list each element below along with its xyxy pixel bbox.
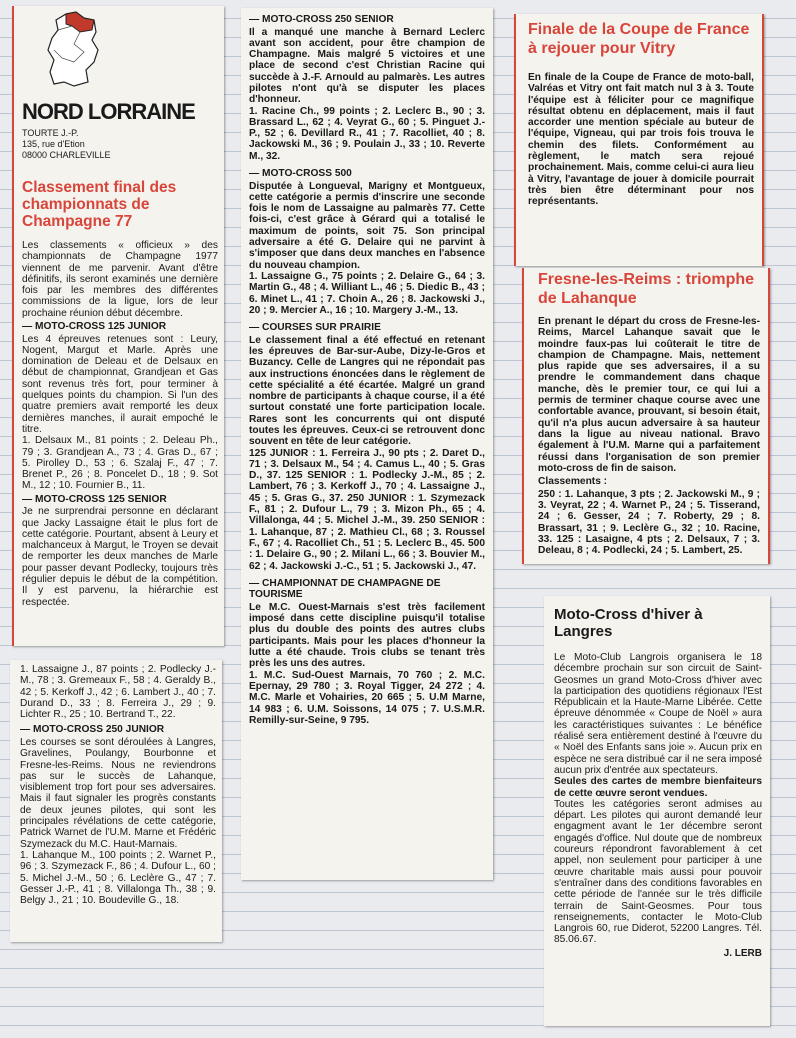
section-results: 1. Racine Ch., 99 points ; 2. Leclerc B., 90 ; 3. Brassard L., 62 ; 4. Veyrat G., 60 ; 5. Pinguet J.-P., 52 ; 6. Devillard R., 41 ; 7. Racolliet, 40 ; 8. Jackowski M., 36 ; 9. Poulain J., 33 ; 10. Reverte M., 32. bbox=[249, 105, 485, 162]
article-title: Fresne-les-Reims : triomphe de Lahanque bbox=[538, 271, 755, 307]
section-heading: Classements : bbox=[538, 476, 608, 488]
correspondent-address: 135, rue d'Etion bbox=[22, 139, 85, 149]
section-results: 1. Lahanque M., 100 points ; 2. Warnet P., 96 ; 3. Szymezack F., 86 ; 4. Dufour L., 60 ; 5. Michel J.-M., 50 ; 6. Leclère G., 47 ; 7. Gesser J.-P., 41 ; 8. Villalonga Th., 38 ; 9. Belgy J., 21 ; 10. Boudeville G., 18. bbox=[20, 849, 216, 907]
clipping-classement bbox=[12, 6, 224, 646]
section-results: 1. Lassaigne G., 75 points ; 2. Delaire G., 64 ; 3. Martin G., 48 ; 4. Williant L., 46 ; 5. Diedic B., 43 ; 6. Minet L., 41 ; 7. Choin A., 26 ; 8. Jackowski J., 20 ; 9. Mercier A., 16 ; 10. Margery J.-M., 13. bbox=[249, 270, 485, 316]
section-results: 1. Lassaigne J., 87 points ; 2. Podlecky J.-M., 78 ; 3. Gremeaux F., 58 ; 4. Geraldy B., 42 ; 5. Kerkoff J., 42 ; 6. Lambert J., 40 ; 7. Durand D., 33 ; 8. Ferreira J., 29 ; 9. Lichter R., 25 ; 10. Bertrand T., 22. bbox=[20, 664, 216, 721]
section-results: 1. M.C. Sud-Ouest Marnais, 70 760 ; 2. M.C. Epernay, 29 780 ; 3. Royal Tigger, 24 272 ; 4. M.C. Marle et Vohairies, 20 665 ; 5. U.M Marne, 14 983 ; 6. U.M. Soissons, 14 075 ; 7. U.S.M.R. Remilly-sur-Seine, 9 795. bbox=[249, 669, 485, 726]
article-title: Classement final des championnats de Champagne 77 bbox=[22, 179, 177, 230]
section-results: 1. Delsaux M., 81 points ; 2. Deleau Ph., 79 ; 3. Grandjean A., 73 ; 4. Gras D., 67 ; 5. Pirolley D., 53 ; 6. Szalaj F., 47 ; 7. Brenet P., 26 ; 8. Poncelet D., 18 ; 9. Sot M., 12 ; 10. Fournier B., 11. bbox=[22, 435, 218, 492]
section-heading: — MOTO-CROSS 125 JUNIOR bbox=[22, 321, 167, 333]
section-body: Le M.C. Ouest-Marnais s'est très facilement imposé dans cette discipline puisqu'il totalise plus du double des points des autres clubs participants. Mais pour les places d'honneur la lutte a été chaude. Trois clubs se tenant très près les uns des autres. bbox=[249, 601, 485, 670]
section-heading: — MOTO-CROSS 125 SENIOR bbox=[22, 493, 167, 505]
section-body: Je ne surprendrai personne en déclarant que Jacky Lassaigne était le plus fort de cette catégorie. Pourtant, absent à Leury et malchanceux à Margut, le Troyen se devait de remporter les deux manches de Marle pour passer devant Podlecky, toujours très régulier depuis le début de la compétition. Il y est parvenu, la hiérarchie est respectée. bbox=[22, 506, 218, 608]
clipping-coupe-de-france bbox=[514, 14, 764, 266]
region-banner: NORD LORRAINE bbox=[22, 99, 195, 124]
section-heading: — COURSES SUR PRAIRIE bbox=[249, 322, 381, 334]
section-heading: — MOTO-CROSS 250 JUNIOR bbox=[20, 724, 165, 736]
section-body: Les courses se sont déroulées à Langres, Gravelines, Poulangy, Bourbonne et Fresne-les-Reims. Nous ne reviendrons pas sur le succès de Lahanque, visiblement trop fort pour ses adversaires. Mais il faut signaler les progrès constants de deux jeunes pilotes, qui sont les principales révélations de cette catégorie, Patrick Warnet de l'U.M. Marne et Frédéric Szymezack du M.C. Haut-Marnais. bbox=[20, 736, 216, 850]
section-results: 125 JUNIOR : 1. Ferreira J., 90 pts ; 2. Daret D., 71 ; 3. Delsaux M., 54 ; 4. Camus L., 40 ; 5. Gras D., 37. 125 SENIOR : 1. Podlecky J.-M., 85 ; 2. Lambert, 76 ; 3. Kerkoff J., 70 ; 4. Lassaigne J., 45 ; 5. Gras G., 37. 250 JUNIOR : 1. Szymezack F., 81 ; 2. Dufour L., 79 ; 3. Mizon Ph., 65 ; 4. Villalonga, 44 ; 5. Michel J.-M., 39. 250 SENIOR : 1. Lahanque, 87 ; 2. Mathieu Cl., 68 ; 3. Roussel F., 67 ; 4. Racolliet Ch., 51 ; 5. Leclerc B., 45. 500 : 1. Delaire G., 90 ; 2. Milani L., 66 ; 3. Bouvier M., 62 ; 4. Jackowski J.-C., 51 ; 5. Jackowski J., 47. bbox=[249, 447, 485, 572]
section-body: Disputée à Longueval, Marigny et Montgueux, cette catégorie a permis d'inscrire une seconde fois le nom de Lassaigne au palmarès 77. Cette fois-ci, c'est grâce à Gérard qui a totalisé le maximum de points, soit 75. Son principal adversaire a été G. Delaire qui ne parvint à s'imposer que dans deux manches en l'absence du nouveau champion. bbox=[249, 180, 485, 271]
article-body: Le Moto-Club Langrois organisera le 18 décembre prochain sur son circuit de Saint-Geosmes un grand Moto-Cross d'hiver avec la participation des quotidiens régionaux l'Est Républicain et la Haute-Marne Libérée. Cette épreuve dénommée « Coupe de Noël » aura les caractéristiques suivantes : Le bénéfice réalisé sera entièrement destiné à l'œuvre du « Noël des Enfants sans joie ». Aucun prix en espèce ne sera distribué car il ne sera imposé aucun prix d'entrée aux spectateurs. bbox=[554, 652, 762, 776]
section-results: 250 : 1. Lahanque, 3 pts ; 2. Jackowski M., 9 ; 3. Veyrat, 22 ; 4. Warnet P., 24 ; 5. Tisserand, 24 ; 6. Gesser, 24 ; 7. Roberty, 29 ; 8. Brassart, 31 ; 9. Leclère G., 32 ; 10. Racine, 33. 125 : Lasaigne, 4 pts ; 2. Delsaux, 7 ; 3. Deleau, 8 ; 4. Podlecki, 24 ; 5. Lambert, 25. bbox=[538, 488, 760, 557]
section-body: Il a manqué une manche à Bernard Leclerc avant son accident, pour être champion de Champagne. Mais malgré 5 victoires et une place de second c'est Christian Racine qui succède à J.-F. Arnould au palmarès. Les autres pilotes n'ont qu'à se disputer les places d'honneur. bbox=[249, 26, 485, 106]
article-intro: Les classements « officieux » des championnats de Champagne 1977 viennent de me parvenir. Avant d'être définitifs, ils seront examinés une dernière fois par les membres des différentes commissions de la ligue, lors de leur prochaine réunion début décembre. bbox=[22, 240, 218, 319]
article-body: Toutes les catégories seront admises au départ. Les pilotes qui auront demandé leur engagment avant le 1er décembre seront engagés d'office. Nul doute que de nombreux coureurs répondront favorablement à cet appel, non seulement pour participer à une œuvre charitable mais aussi pour pouvoir s'entraîner dans des conditions favorables en cette période de l'année sur le très difficile terrain de Saint-Geosmes. Pour tous renseignements, contacter le Moto-Club Langrois 60, rue Diderot, 52200 Langres. Tél. 85.06.67. bbox=[554, 798, 762, 946]
article-title: Finale de la Coupe de France à rejouer pour Vitry bbox=[528, 21, 750, 57]
section-body: Le classement final a été effectué en retenant les épreuves de Bar-sur-Aube, Dizy-le-Gros et Buzancy. Celle de Langres qui ne répondait pas aux instructions énoncées dans le règlement de cette spécialité a été écartée. Malgré un grand nombre de participants à chaque course, il a été surtout constaté une forte participation locale. Rares sont les concurrents qui ont disputé toutes les épreuves. Ceux-ci se retrouvent donc souvent en tête de leur catégorie. bbox=[249, 334, 485, 448]
article-body-highlight: Seules des cartes de membre bienfaiteurs de cette œuvre seront vendues. bbox=[554, 776, 762, 799]
signature: J. LERB bbox=[723, 947, 762, 959]
article-title: Moto-Cross d'hiver à Langres bbox=[554, 606, 703, 640]
clipping-fresne-les-reims bbox=[522, 268, 770, 564]
article-body: En finale de la Coupe de France de moto-ball, Valréas et Vitry ont fait match nul 3 à 3. Toute l'équipe est à féliciter pour ce magnifique résultat obtenu en déplacement, mais il faut accorder une mention spéciale au buteur de l'équipe, Vigneau, qui par trois fois trouva le chemin des filets. Conformément au règlement, le match sera rejoué prochainement. Mais, comme celui-ci aura lieu à Vitry, l'avantage de jouer à domicile pourrait très bien être déterminant pour nos représentants. bbox=[528, 72, 754, 208]
correspondent-name: TOURTE J.-P. bbox=[22, 128, 79, 138]
clipping-classement-continued bbox=[10, 660, 222, 942]
section-body: Les 4 épreuves retenues sont : Leury, Nogent, Margut et Marle. Après une domination de Deleau et de Delsaux en début de championnat, Grandjean et Gas sont revenus très fort, pour terminer à quelques points du champion. Si l'un des quatre premiers avait remporté les deux dernières manches, il aurait empoché le titre. bbox=[22, 333, 218, 435]
clipping-moto-cross-hiver bbox=[544, 596, 770, 1026]
article-body: En prenant le départ du cross de Fresne-les-Reims, Marcel Lahanque savait que le moindre faux-pas lui coûterait le titre de champion de Champagne. Mais, nettement plus rapide que ses adversaires, il a su prendre le commandement dans chaque manche, dès le premier tour, ce qui lui a permis de terminer chaque course avec une confortable avance, prouvant, si besoin était, qu'il n'a plus aucun adversaire à sa hauteur dans la ligue au niveau national. Bravo également à l'U.M. Marne qui a parfaitement réussi dans l'organisation de son premier moto-cross de fin de saison. bbox=[538, 316, 760, 474]
correspondent-city: 08000 CHARLEVILLE bbox=[22, 150, 111, 160]
section-heading: — MOTO-CROSS 500 bbox=[249, 168, 352, 180]
clipping-classement-column-2 bbox=[241, 8, 493, 880]
section-heading: — MOTO-CROSS 250 SENIOR bbox=[249, 14, 394, 25]
section-heading: — CHAMPIONNAT DE CHAMPAGNE DE TOURISME bbox=[249, 577, 441, 601]
france-map-icon bbox=[44, 10, 104, 90]
